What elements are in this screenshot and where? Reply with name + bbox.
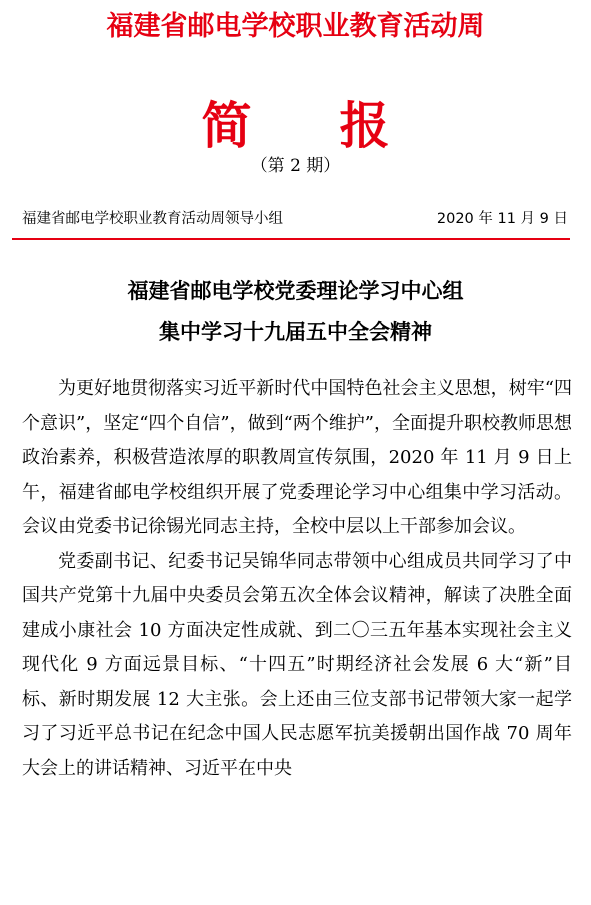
brief-title-right: 报 — [339, 96, 390, 155]
brief-title — [0, 86, 591, 158]
issue-number: （第 2 期） — [250, 156, 341, 176]
masthead-title: 福建省邮电学校职业教育活动周 — [106, 11, 485, 42]
red-divider — [12, 238, 570, 240]
issuing-organization: 福建省邮电学校职业教育活动周领导小组 — [22, 211, 283, 227]
article-headline-line2: 集中学习十九届五中全会精神 — [159, 320, 432, 344]
article-headline-line1: 福建省邮电学校党委理论学习中心组 — [127, 279, 464, 303]
brief-title-left: 简 — [201, 96, 252, 155]
article-paragraph-2: 党委副书记、纪委书记吴锦华同志带领中心组成员共同学习了中国共产党第十九届中央委员会第五次全体会议精神，解读了决胜全面建成小康社会 10 方面决定性成就、到二〇三五年基本实现社会主义现代化 9 方面远景目标、“十四五”时期经济社会发展 6 大“新”目标、新时期发展 12 大主张。会上还由三位支部书记带领大家一起学习了习近平总书记在纪念中国人民志愿军抗美援朝出国作战 70 周年大会上的讲话精神、习近平在中央 — [22, 550, 572, 779]
article-body — [22, 372, 572, 786]
info-bar — [22, 207, 568, 227]
article-paragraph-1: 为更好地贯彻落实习近平新时代中国特色社会主义思想，树牢“四个意识”，坚定“四个自信”，做到“两个维护”，全面提升职校教师思想政治素养，积极营造浓厚的职教周宣传氛围，2020 年 11 月 9 日上午，福建省邮电学校组织开展了党委理论学习中心组集中学习活动。会议由党委书记徐锡光同志主持，全校中层以上干部参加会议。 — [22, 378, 573, 537]
issue-date: 2020 年 11 月 9 日 — [436, 211, 568, 227]
